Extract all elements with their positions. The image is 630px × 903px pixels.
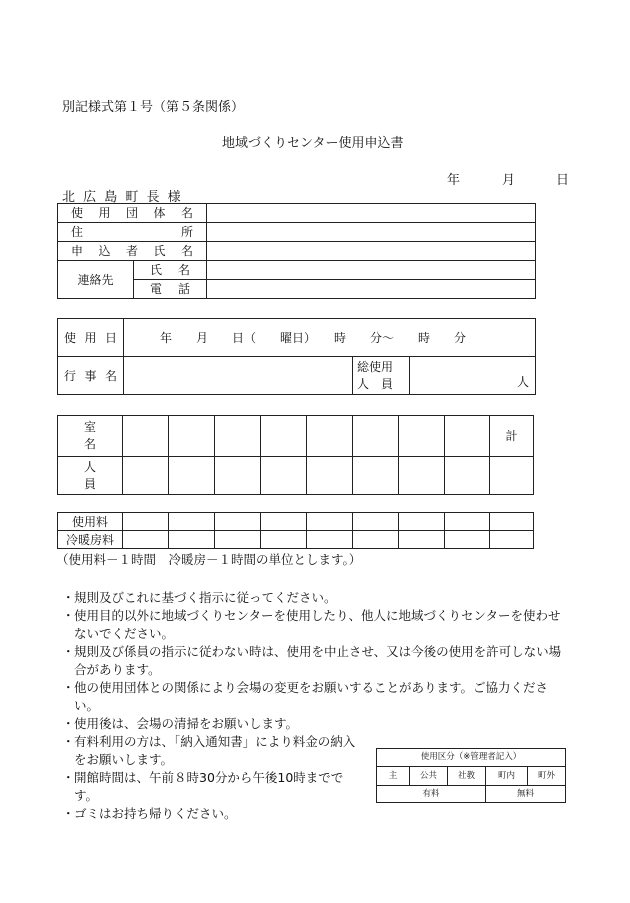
applicant-name-label: 申 込 者 氏 名 <box>71 244 194 258</box>
rule-item: ・ 使用目的以外に地域づくりセンターを使用したり、他人に地域づくりセンターを使わせないでください。 <box>62 607 568 643</box>
room-total-label: 計 <box>490 416 534 457</box>
hc-fee-cell[interactable] <box>169 531 215 549</box>
fee-cell[interactable] <box>215 513 261 531</box>
fee-cell[interactable] <box>307 513 353 531</box>
hc-fee-cell[interactable] <box>123 531 169 549</box>
fees-table <box>57 512 534 549</box>
heating-cooling-label: 冷暖房料 <box>58 531 123 549</box>
contact-name-label: 氏 名 <box>150 263 191 277</box>
address-label: 住 所 <box>71 225 194 239</box>
room-label-line2: 名 <box>83 437 96 451</box>
category-social-education[interactable]: 社教 <box>448 767 486 786</box>
rooms-table <box>57 415 534 495</box>
event-name-label: 行 事 名 <box>64 368 117 383</box>
total-users-field[interactable] <box>410 357 536 395</box>
people-cell[interactable] <box>399 457 445 495</box>
usage-fee-label: 使用料 <box>58 513 123 531</box>
date-year-label: 年 <box>447 173 461 188</box>
form-number: 別記様式第１号（第５条関係） <box>62 100 245 115</box>
hc-fee-cell[interactable] <box>445 531 490 549</box>
rule-item: ・ ゴミはお持ち帰りください。 <box>62 805 568 823</box>
hc-fee-cell[interactable] <box>261 531 307 549</box>
total-users-label <box>353 357 410 395</box>
room-label-line1: 室 <box>83 420 96 434</box>
usage-category-title: 使用区分（※管理者記入） <box>377 749 566 767</box>
people-cell[interactable] <box>261 457 307 495</box>
rule-item: ・ 使用後は、会場の清掃をお願いします。 <box>62 715 568 733</box>
room-cell[interactable] <box>215 416 261 457</box>
usage-date-field[interactable]: 年 月 日（ 曜日） 時 分〜 時 分 <box>124 319 536 357</box>
contact-label: 連絡先 <box>58 261 134 299</box>
rule-item: ・ 有料利用の方は、「納入通知書」により料金の納入をお願いします。 <box>62 733 366 769</box>
category-main[interactable]: 主 <box>377 767 410 786</box>
people-cell[interactable] <box>169 457 215 495</box>
hc-fee-cell[interactable] <box>307 531 353 549</box>
contact-phone-label: 電 話 <box>150 282 191 296</box>
people-label-line2: 員 <box>83 476 96 491</box>
category-in-town[interactable]: 町内 <box>486 767 528 786</box>
hc-fee-cell[interactable] <box>490 531 534 549</box>
rule-item: ・ 規則及び係員の指示に従わない時は、使用を中止させ、又は今後の使用を許可しない場合があります。 <box>62 643 568 679</box>
room-cell[interactable] <box>353 416 399 457</box>
form-title: 地域づくりセンター使用申込書 <box>222 136 404 151</box>
people-cell[interactable] <box>445 457 490 495</box>
category-paid[interactable]: 有料 <box>377 786 486 803</box>
usage-date-label: 使 用 日 <box>64 330 117 345</box>
usage-table <box>57 318 536 395</box>
address-field[interactable] <box>207 223 536 242</box>
contact-name-field[interactable] <box>207 261 536 280</box>
room-cell[interactable] <box>399 416 445 457</box>
people-unit: 人 <box>516 375 529 389</box>
applicant-name-field[interactable] <box>207 242 536 261</box>
fee-cell[interactable] <box>123 513 169 531</box>
contact-phone-field[interactable] <box>207 280 536 299</box>
date-month-label: 月 <box>502 173 516 188</box>
people-total-cell[interactable] <box>490 457 534 495</box>
hc-fee-cell[interactable] <box>399 531 445 549</box>
room-cell[interactable] <box>261 416 307 457</box>
people-count-label <box>58 457 123 495</box>
addressee: 北 広 島 町 長 様 <box>62 190 183 205</box>
total-users-line2: 人 員 <box>357 376 394 391</box>
category-free[interactable]: 無料 <box>486 786 566 803</box>
event-name-field[interactable] <box>124 357 353 395</box>
total-users-line1: 総使用 <box>357 359 394 374</box>
fee-cell[interactable] <box>399 513 445 531</box>
hc-fee-cell[interactable] <box>215 531 261 549</box>
category-out-of-town[interactable]: 町外 <box>528 767 566 786</box>
usage-category-table <box>376 748 566 803</box>
room-cell[interactable] <box>445 416 490 457</box>
fee-cell[interactable] <box>490 513 534 531</box>
people-cell[interactable] <box>123 457 169 495</box>
people-cell[interactable] <box>353 457 399 495</box>
fee-cell[interactable] <box>353 513 399 531</box>
room-cell[interactable] <box>307 416 353 457</box>
people-cell[interactable] <box>215 457 261 495</box>
applicant-table <box>57 203 536 299</box>
rule-item: ・ 開館時間は、午前８時30分から午後10時までです。 <box>62 769 366 805</box>
fee-cell[interactable] <box>169 513 215 531</box>
hc-fee-cell[interactable] <box>353 531 399 549</box>
group-name-field[interactable] <box>207 204 536 223</box>
fee-note: （使用料－１時間 冷暖房－１時間の単位とします。） <box>56 552 362 567</box>
room-cell[interactable] <box>169 416 215 457</box>
rule-item: ・ 他の使用団体との関係により会場の変更をお願いすることがあります。ご協力ください。 <box>62 679 568 715</box>
rule-item: ・ 規則及びこれに基づく指示に従ってください。 <box>62 589 568 607</box>
people-label-line1: 人 <box>83 459 96 474</box>
category-public[interactable]: 公共 <box>410 767 448 786</box>
room-cell[interactable] <box>123 416 169 457</box>
date-day-label: 日 <box>556 173 570 188</box>
fee-cell[interactable] <box>261 513 307 531</box>
people-cell[interactable] <box>307 457 353 495</box>
group-name-label: 使 用 団 体 名 <box>71 206 194 220</box>
room-name-label <box>58 416 123 457</box>
fee-cell[interactable] <box>445 513 490 531</box>
